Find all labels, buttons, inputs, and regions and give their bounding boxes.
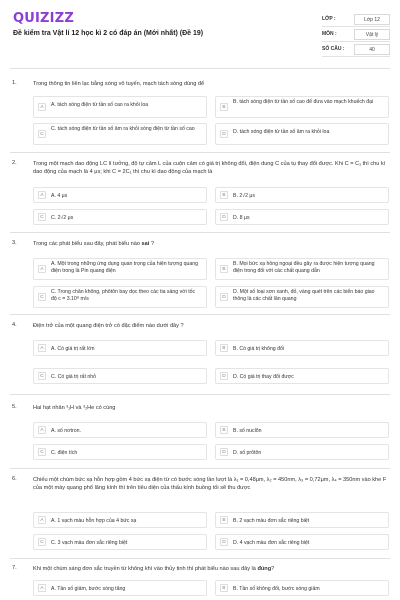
option-text: A. Có giá trị rất lớn [51, 345, 95, 352]
option-b[interactable] [215, 422, 389, 438]
option-c[interactable] [33, 368, 207, 384]
option-c[interactable] [33, 534, 207, 550]
option-text: D. 4 vạch màu đơn sắc riêng biệt [233, 539, 310, 546]
quizizz-logo[interactable]: QUIZIZZ [13, 11, 74, 26]
option-text: B. số nuclôn [233, 427, 262, 434]
option-text: B. Mọi bức xạ hồng ngoại đều gây ra được hiện tượng quang điện trong đối với các chất quang dẫn [233, 261, 375, 274]
option-a[interactable] [33, 96, 207, 118]
option-letter: D [220, 213, 228, 221]
question-divider [10, 558, 390, 559]
option-text: D. số prôtôn [233, 449, 262, 456]
option-c[interactable] [33, 123, 207, 145]
option-a[interactable] [33, 340, 207, 356]
question-number: 3. [12, 240, 17, 246]
option-b[interactable] [215, 96, 389, 118]
option-text: C. tách sóng điện từ tần số âm ra khỏi sóng điện từ tần số cao [51, 126, 195, 132]
option-text: C. Có giá trị rất nhỏ [51, 373, 96, 380]
question-text: Điện trở của một quang điện trở có đặc điểm nào dưới đây ? [33, 323, 184, 329]
question-number: 7. [12, 565, 17, 571]
option-letter: D [220, 372, 228, 380]
option-letter: D [220, 130, 228, 138]
option-a[interactable] [33, 187, 207, 203]
meta-key: LỚP : [322, 16, 336, 22]
option-letter: C [38, 293, 46, 301]
option-letter: B [220, 426, 228, 434]
option-a[interactable] [33, 512, 207, 528]
option-text: B. 2√2 μs [233, 192, 255, 199]
question-text-part: ? [149, 241, 154, 247]
question-number: 2. [12, 160, 17, 166]
meta-row-question-count [322, 42, 390, 57]
option-d[interactable] [215, 534, 389, 550]
page-title: Đề kiểm tra Vật lí 12 học kì 2 có đáp án (Mới nhất) (Đề 19) [13, 30, 204, 37]
question-divider [10, 394, 390, 395]
option-letter: A [38, 265, 46, 273]
option-b[interactable] [215, 258, 389, 280]
option-letter: D [220, 538, 228, 546]
meta-value: Lớp 12 [354, 14, 390, 25]
option-d[interactable] [215, 368, 389, 384]
option-letter: B [220, 584, 228, 592]
option-c[interactable] [33, 444, 207, 460]
option-text: C. Trong chân không, phôtôn bay dọc theo các tia sáng với tốc độ c = 3.10⁸ m/s [51, 289, 196, 302]
option-letter: A [38, 516, 46, 524]
option-letter: B [220, 191, 228, 199]
question-text: Hai hạt nhân ³₁H và ³₂He có cùng [33, 405, 116, 411]
option-c[interactable] [33, 209, 207, 225]
option-text: C. 3 vạch màu đơn sắc riêng biệt [51, 539, 128, 546]
option-letter: C [38, 538, 46, 546]
option-text: D. 8 μs [233, 214, 250, 221]
option-b[interactable] [215, 580, 389, 596]
question-emphasis: đúng [257, 566, 272, 572]
option-c[interactable] [33, 286, 207, 308]
question-number: 5. [12, 404, 17, 410]
option-letter: C [38, 130, 46, 138]
question-text: Chiếu một chùm bức xạ hỗn hợp gồm 4 bức xạ điện từ có bước sóng lần lượt là λ₁ = 0,48μm, λ₂ = 450nm, λ₃ = 0,72μm, λ₄ = 350nm vào khe F của một máy quang phổ lăng kính thì trên tiêu diện của thấu kính buồng tối sẽ thu được [33, 477, 387, 491]
question-divider [10, 232, 390, 233]
option-d[interactable] [215, 444, 389, 460]
option-text: D. Một số loại sơn xanh, đỏ, vàng quét trên các biển báo giao thông là các chất lân quang [233, 289, 375, 302]
meta-value: 40 [354, 44, 390, 55]
option-letter: B [220, 516, 228, 524]
option-letter: B [220, 103, 228, 111]
question-text [33, 240, 389, 248]
question-text: Trong thông tin liên lạc bằng sóng vô tuyến, mạch tách sóng dùng để [33, 81, 205, 87]
option-a[interactable] [33, 422, 207, 438]
meta-info-box [322, 12, 390, 57]
option-text: D. tách sóng điện từ tần số âm ra khỏi loa [233, 128, 330, 135]
option-letter: A [38, 584, 46, 592]
meta-key: MÔN : [322, 31, 337, 37]
option-letter: A [38, 191, 46, 199]
option-text: D. Có giá trị thay đổi được [233, 373, 294, 380]
question-divider [10, 468, 390, 469]
option-text: B. tách sóng điện từ tần số cao để đưa vào mạch khuếch đại [233, 99, 374, 105]
option-letter: D [220, 448, 228, 456]
meta-value: Vật lý [354, 29, 390, 40]
question-text: Trong một mạch dao động LC lí tưởng, độ tự cảm L của cuộn cảm có giá trị không đổi, điện dung C của tụ thay đổi được. Khi C = C₁ thì chu kì dao động của mạch là 4 μs; khi C = 2C₁ thì chu kì dao động của mạch là [33, 161, 386, 175]
question-number: 4. [12, 322, 17, 328]
option-text: B. Có giá trị không đổi [233, 345, 285, 352]
option-b[interactable] [215, 340, 389, 356]
option-d[interactable] [215, 286, 389, 308]
option-d[interactable] [215, 209, 389, 225]
option-text: A. số nơtron. [51, 427, 81, 434]
option-letter: D [220, 293, 228, 301]
option-letter: B [220, 344, 228, 352]
option-b[interactable] [215, 187, 389, 203]
question-text-part: Khi một chùm sáng đơn sắc truyền từ không khí vào thủy tinh thì phát biểu nào sau đây là [33, 566, 258, 572]
option-text: A. 1 vạch màu hỗn hợp của 4 bức xạ [51, 517, 137, 524]
option-text: A. Một trong những ứng dụng quan trọng của hiện tượng quang điện trong là Pin quang điện [51, 261, 199, 274]
option-text: C. điện tích [51, 449, 78, 456]
option-letter: A [38, 103, 46, 111]
option-a[interactable] [33, 580, 207, 596]
meta-row-class [322, 12, 390, 27]
header [0, 0, 400, 68]
option-text: B. Tần số không đổi, bước sóng giảm [233, 585, 320, 592]
option-text: A. tách sóng điện từ tần số cao ra khỏi loa [51, 101, 149, 108]
option-d[interactable] [215, 123, 389, 145]
option-text: A. 4 μs [51, 192, 68, 199]
question-divider [10, 152, 390, 153]
option-letter: A [38, 344, 46, 352]
option-text: A. Tần số giảm, bước sóng tăng [51, 585, 126, 592]
question-number: 1. [12, 80, 17, 86]
option-text: C. 2√2 μs [51, 214, 74, 221]
header-divider [10, 68, 390, 69]
question-divider [10, 314, 390, 315]
question-text-part: Trong các phát biểu sau đây, phát biểu nào [33, 241, 142, 247]
option-text: B. 2 vạch màu đơn sắc riêng biệt [233, 517, 310, 524]
meta-row-subject [322, 27, 390, 42]
question-text-part: ? [271, 566, 275, 572]
option-letter: B [220, 265, 228, 273]
question-text [33, 565, 389, 573]
option-letter: C [38, 448, 46, 456]
meta-key: SỐ CÂU : [322, 46, 345, 52]
option-letter: C [38, 213, 46, 221]
option-letter: A [38, 426, 46, 434]
option-a[interactable] [33, 258, 207, 280]
question-emphasis: sai [141, 241, 150, 247]
question-number: 6. [12, 476, 17, 482]
option-b[interactable] [215, 512, 389, 528]
option-letter: C [38, 372, 46, 380]
